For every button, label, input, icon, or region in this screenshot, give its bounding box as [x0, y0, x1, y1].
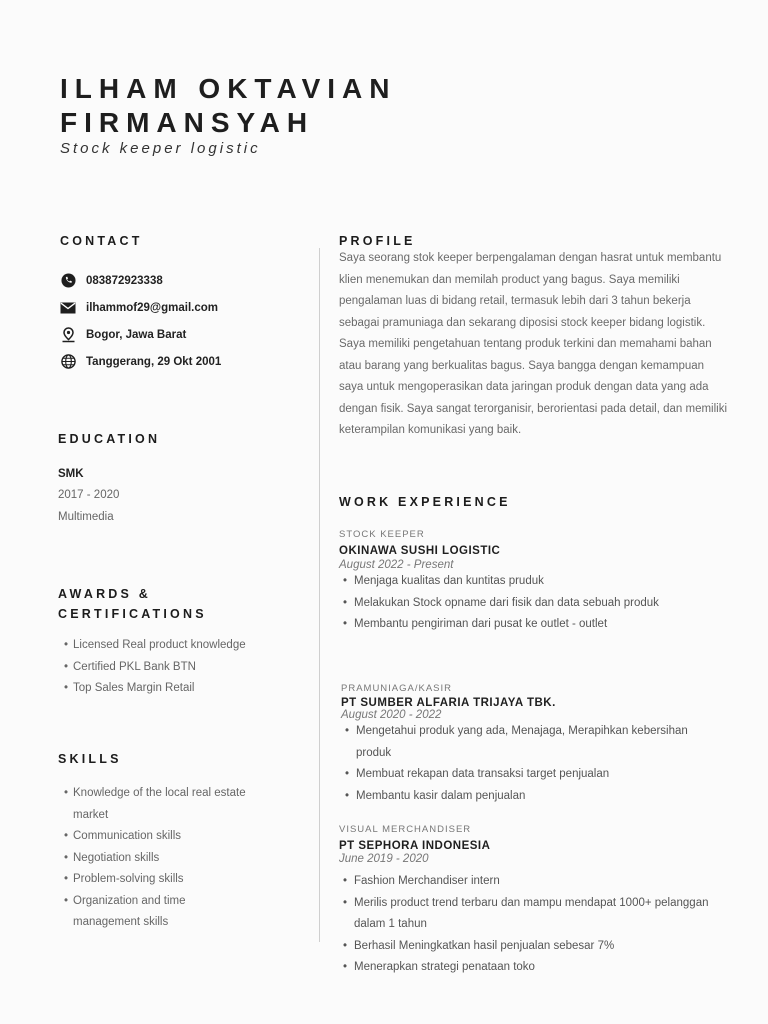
list-item: • Knowledge of the local real estate market — [58, 783, 253, 826]
job-company: PT SUMBER ALFARIA TRIJAYA TBK. — [341, 697, 556, 709]
job-entry — [339, 529, 719, 636]
list-item: • Menerapkan strategi penataan toko — [339, 957, 709, 979]
education-major: Multimedia — [58, 510, 114, 523]
name-line-2: FIRMANSYAH — [60, 107, 315, 138]
awards-list — [58, 635, 253, 700]
list-item: • Merilis product trend terbaru dan mampu mendapat 1000+ pelanggan dalam 1 tahun — [339, 893, 709, 936]
education-heading: EDUCATION — [58, 432, 161, 446]
awards-heading — [58, 584, 207, 624]
education-school: SMK — [58, 468, 84, 480]
job-dates: August 2020 - 2022 — [341, 709, 442, 721]
phone-number[interactable]: 083872923338 — [86, 274, 163, 287]
profile-heading: PROFILE — [339, 234, 416, 248]
job-role: STOCK KEEPER — [339, 529, 425, 540]
contact-phone — [60, 267, 221, 294]
email-address[interactable]: ilhammof29@gmail.com — [86, 301, 218, 314]
list-item: • Communication skills — [58, 826, 253, 848]
resume-name — [60, 72, 397, 140]
list-item: • Membantu kasir dalam penjualan — [341, 786, 711, 808]
job-entry — [341, 683, 721, 807]
globe-icon — [60, 354, 76, 370]
profile-text: Saya seorang stok keeper berpengalaman dengan hasrat untuk membantu klien menemukan dan memilah product yang bagus. Saya memiliki pengalaman luas di bidang retail, termasuk lebih dari 3 tahun bekerja sebagai pramuniaga dan sekarang diposisi stock keeper bidang logistik. Saya memiliki pengetahuan tentang produk terkini dan memahami bahan atau barang yang berkualitas bagus. Saya bangga dengan kemampuan saya untuk mengoperasikan data jaringan produk dengan data yang ada dengan fisik. Saya sangat terorganisir, berorientasi pada detail, dan memiliki keterampilan komunikasi yang baik. — [339, 252, 728, 436]
phone-icon — [60, 273, 76, 289]
job-bullets — [339, 571, 709, 636]
list-item: • Membuat rekapan data transaksi target penjualan — [341, 764, 711, 786]
job-role: VISUAL MERCHANDISER — [339, 824, 472, 835]
awards-heading-line-2: CERTIFICATIONS — [58, 607, 207, 621]
list-item: • Menjaga kualitas dan kuntitas pruduk — [339, 571, 709, 593]
column-divider — [319, 248, 320, 942]
list-item: • Certified PKL Bank BTN — [58, 657, 253, 679]
job-dates: August 2022 - Present — [339, 559, 454, 571]
birth-text: Tanggerang, 29 Okt 2001 — [86, 355, 222, 368]
location-pin-icon — [60, 327, 76, 343]
list-item: • Membantu pengiriman dari pusat ke outlet - outlet — [339, 614, 709, 636]
skills-heading: SKILLS — [58, 752, 122, 766]
job-dates: June 2019 - 2020 — [339, 853, 429, 865]
job-bullets — [341, 721, 711, 807]
list-item: • Melakukan Stock opname dari fisik dan data sebuah produk — [339, 593, 709, 615]
education-years: 2017 - 2020 — [58, 489, 120, 501]
contact-list — [60, 267, 221, 375]
education-entry — [58, 464, 119, 528]
list-item: • Licensed Real product knowledge — [58, 635, 253, 657]
job-title: Stock keeper logistic — [60, 140, 261, 157]
awards-heading-line-1: AWARDS & — [58, 587, 151, 601]
list-item: • Negotiation skills — [58, 848, 253, 870]
list-item: • Fashion Merchandiser intern — [339, 871, 709, 893]
list-item: • Mengetahui produk yang ada, Menajaga, Merapihkan kebersihan produk — [341, 721, 711, 764]
job-bullets — [339, 871, 709, 979]
contact-birth — [60, 348, 221, 375]
list-item: • Organization and time management skills — [58, 891, 253, 934]
contact-location — [60, 321, 221, 348]
list-item: • Berhasil Meningkatkan hasil penjualan sebesar 7% — [339, 936, 709, 958]
job-company: OKINAWA SUSHI LOGISTIC — [339, 545, 501, 557]
contact-email — [60, 294, 221, 321]
job-company: PT SEPHORA INDONESIA — [339, 840, 491, 852]
envelope-icon — [60, 300, 76, 316]
list-item: • Top Sales Margin Retail — [58, 678, 253, 700]
work-heading: WORK EXPERIENCE — [339, 495, 517, 509]
name-line-1: ILHAM OKTAVIAN — [60, 73, 397, 104]
contact-heading: CONTACT — [60, 234, 143, 248]
skills-list — [58, 783, 253, 934]
job-role: PRAMUNIAGA/KASIR — [341, 683, 453, 694]
job-entry — [339, 824, 719, 979]
list-item: • Problem-solving skills — [58, 869, 253, 891]
location-text: Bogor, Jawa Barat — [86, 328, 187, 341]
